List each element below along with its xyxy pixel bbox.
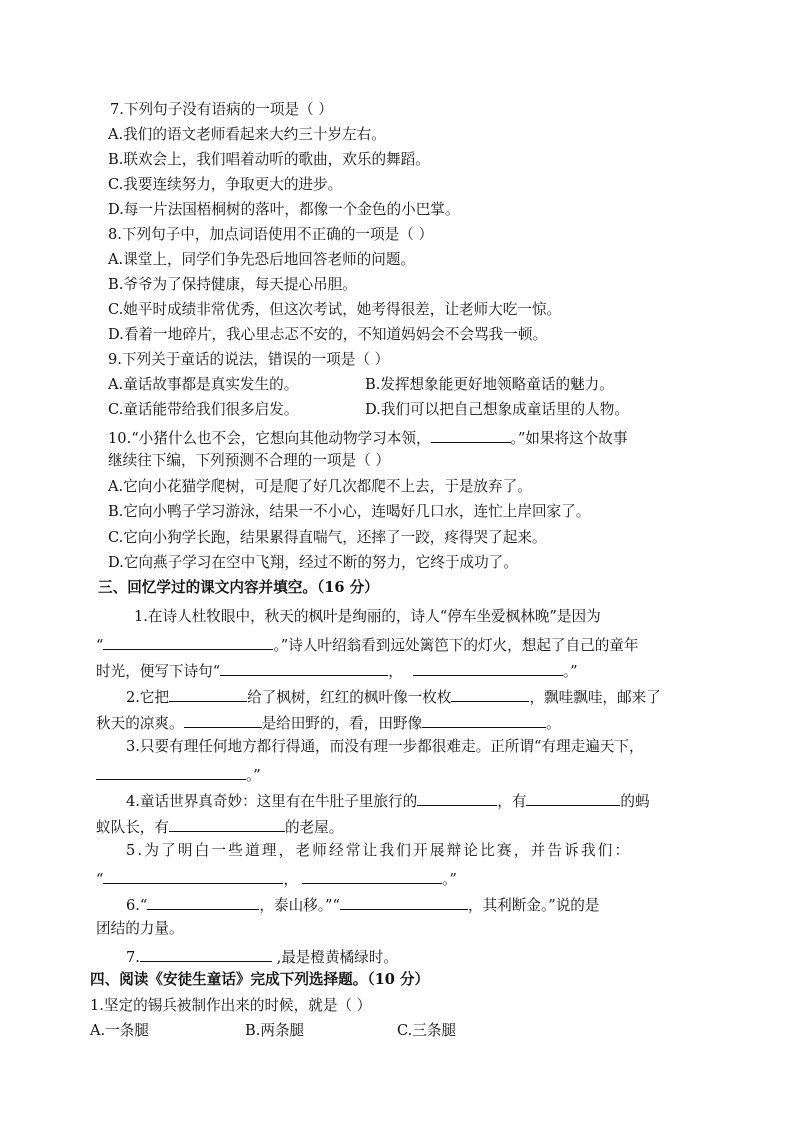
s3-item3-line2: 。” <box>96 763 261 785</box>
s3-item1-line2: “ 。”诗人叶绍翁看到远处篱笆下的灯火，想起了自己的童年 <box>96 633 638 655</box>
q10-option-a: A.它向小花猫学爬树，可是爬了好几次都爬不上去，于是放弃了。 <box>108 478 532 495</box>
s3-item1-blank2[interactable] <box>220 659 388 676</box>
q9-option-c: C.童话能带给我们很多启发。 <box>108 401 299 418</box>
s3-item5-line1: 5.为了明白一些道理，老师经常让我们开展辩论比赛，并告诉我们： <box>126 842 632 859</box>
s4-q1-option-b: B.两条腿 <box>245 1022 305 1039</box>
q8-stem: 8.下列句子中，加点词语使用不正确的一项是（ ） <box>108 226 434 243</box>
s3-item6-line1: 6.“ ，泰山移。”“ ，其利断金。”说的是 <box>126 893 600 915</box>
s3-item3-blank[interactable] <box>96 763 246 780</box>
s3-item6-line2: 团结的力量。 <box>96 920 184 937</box>
s3-item6-blank2[interactable] <box>340 893 468 910</box>
s3-item2-blank2[interactable] <box>451 685 529 702</box>
q8-option-d: D.看着一地碎片，我心里忐忑不安的，不知道妈妈会不会骂我一顿。 <box>108 326 548 343</box>
q7-option-c: C.我要连续努力，争取更大的进步。 <box>108 176 343 193</box>
s3-item1-blank1[interactable] <box>103 633 273 650</box>
s3-item2-line2: 秋天的凉爽。 是给田野的，看，田野像 。 <box>96 711 561 733</box>
section3-heading: 三、回忆学过的课文内容并填空。（16 分） <box>98 579 379 596</box>
section4-heading: 四、阅读《安徒生童话》完成下列选择题。（10 分） <box>90 971 430 988</box>
s3-item1-line1: 1.在诗人杜牧眼中，秋天的枫叶是绚丽的，诗人“停车坐爱枫林晚”是因为 <box>134 608 601 625</box>
s3-item7: 7. ,最是橙黄橘绿时。 <box>126 945 398 967</box>
s3-item4-blank1[interactable] <box>417 789 497 806</box>
s3-item5-blank2[interactable] <box>302 867 442 884</box>
s3-item7-blank[interactable] <box>140 945 272 962</box>
s3-item2-blank3[interactable] <box>184 711 262 728</box>
s3-item4-blank3[interactable] <box>169 815 285 832</box>
q7-option-a: A.我们的语文老师看起来大约三十岁左右。 <box>108 126 386 143</box>
q10-answer-blank[interactable] <box>431 426 511 443</box>
q10-option-c: C.它向小狗学长跑，结果累得直喘气，还摔了一跤，疼得哭了起来。 <box>108 529 547 546</box>
s3-item1-line3: 时光，便写下诗句“ ， 。” <box>96 659 578 681</box>
q9-option-a: A.童话故事都是真实发生的。 <box>108 376 299 393</box>
q8-option-b: B.爷爷为了保持健康，每天提心吊胆。 <box>108 276 357 293</box>
s3-item5-blank1[interactable] <box>103 867 283 884</box>
s3-item4-line2: 蚁队长，有 的老屋。 <box>96 815 343 837</box>
q10-stem-line2: 继续往下编，下列预测不合理的一项是（ ） <box>108 452 390 469</box>
s4-q1-option-c: C.三条腿 <box>397 1022 457 1039</box>
q7-stem: 7.下列句子没有语病的一项是（ ） <box>110 101 333 118</box>
q9-option-d: D.我们可以把自己想象成童话里的人物。 <box>365 401 629 418</box>
s3-item6-blank1[interactable] <box>147 893 259 910</box>
q10-stem <box>108 426 627 448</box>
s3-item3-line1: 3.只要有理任何地方都行得通，而没有理一步都很难走。正所谓“有理走遍天下， <box>126 738 644 755</box>
s3-item1-blank3[interactable] <box>413 659 563 676</box>
s3-item4-blank2[interactable] <box>526 789 620 806</box>
s3-item2-blank1[interactable] <box>169 685 247 702</box>
s4-q1-option-a: A.一条腿 <box>90 1022 149 1039</box>
s4-q1-stem: 1.坚定的锡兵被制作出来的时候，就是（ ） <box>90 997 372 1014</box>
q10-stem-part2: 。”如果将这个故事 <box>510 430 628 447</box>
q10-option-d: D.它向燕子学习在空中飞翔，经过不断的努力，它终于成功了。 <box>108 554 518 571</box>
q8-option-c: C.她平时成绩非常优秀，但这次考试，她考得很差，让老师大吃一惊。 <box>108 301 562 318</box>
s3-item4-line1: 4.童话世界真奇妙：这里有在牛肚子里旅行的 ，有 的蚂 <box>126 789 650 811</box>
q10-stem-part1: 10.“小猪什么也不会，它想向其他动物学习本领， <box>108 430 431 447</box>
q9-stem: 9.下列关于童话的说法，错误的一项是（ ） <box>108 351 390 368</box>
q7-option-b: B.联欢会上，我们唱着动听的歌曲，欢乐的舞蹈。 <box>108 151 430 168</box>
q9-option-b: B.发挥想象能更好地领略童话的魅力。 <box>365 376 614 393</box>
s3-item5-line2: “ ， 。” <box>96 867 457 889</box>
q10-option-b: B.它向小鸭子学习游泳，结果一不小心，连喝好几口水，连忙上岸回家了。 <box>108 503 591 520</box>
s3-item2-blank4[interactable] <box>422 711 546 728</box>
q8-option-a: A.课堂上，同学们争先恐后地回答老师的问题。 <box>108 251 416 268</box>
q7-option-d: D.每一片法国梧桐树的落叶，都像一个金色的小巴掌。 <box>108 201 460 218</box>
s3-item2-line1: 2.它把 给了枫树，红红的枫叶像一枚枚 ，飘哇飘哇，邮来了 <box>126 685 661 707</box>
